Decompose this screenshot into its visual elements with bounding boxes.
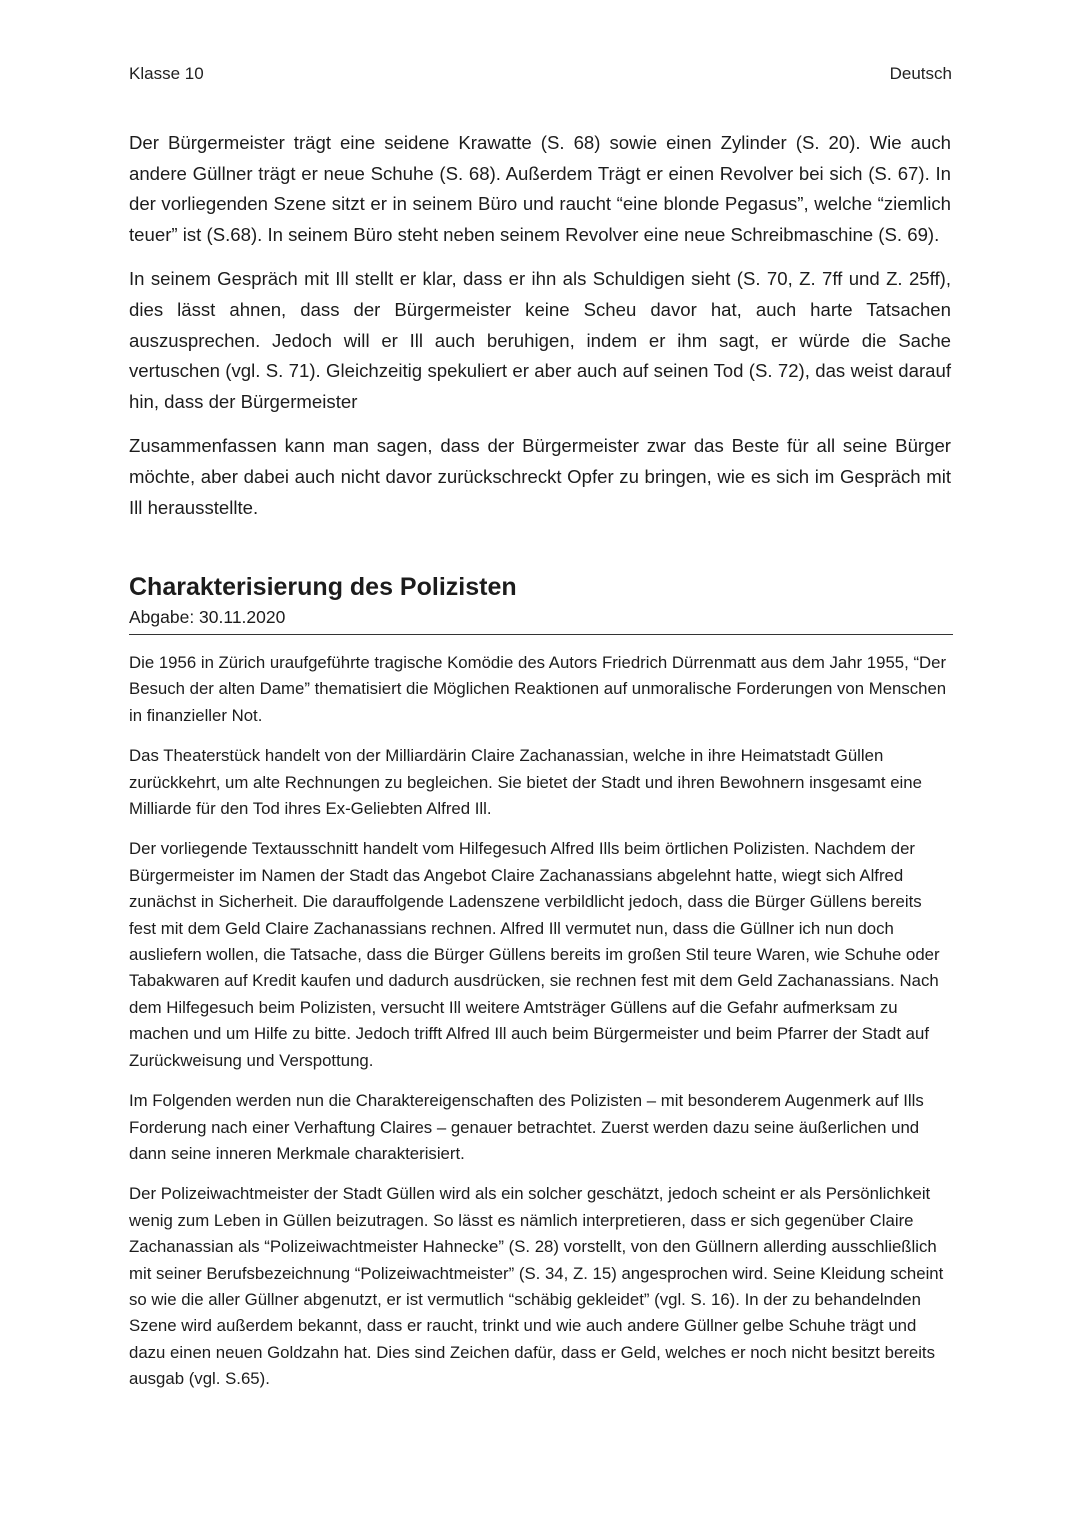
- paragraph: Der vorliegende Textausschnitt handelt vom Hilfegesuch Alfred Ills beim örtlichen Polizisten. Nachdem der Bürgermeister im Namen der Stadt das Angebot Claire Zachanassians abgelehnt hatte, wiegt sich Alfred zunächst in Sicherheit. Die darauffolgende Ladenszene verbildlicht jedoch, dass die Bürger Güllens bereits fest mit dem Geld Claire Zachanassians rechnen. Alfred Ill vermutet nun, dass die Güllner ich nun doch ausliefern wollen, die Tatsache, dass die Bürger Güllens bereits im großen Stil teure Waren, wie Schuhe oder Tabakwaren auf Kredit kaufen und dadurch ausdrücken, sie rechnen fest mit dem Geld Zachanassians. Nach dem Hilfegesuch beim Polizisten, versucht Ill weitere Amtsträger Güllens auf die Gefahr aufmerksam zu machen und um Hilfe zu bitte. Jedoch trifft Alfred Ill auch beim Bürgermeister und beim Pfarrer der Stadt auf Zurückweisung und Verspottung.: [129, 839, 940, 1070]
- paragraph: In seinem Gespräch mit Ill stellt er klar, dass er ihn als Schuldigen sieht (S. 70, Z. 7ff und Z. 25ff), dies lässt ahnen, dass der Bürgermeister keine Scheu davor hat, auch harte Tatsachen auszusprechen. Jedoch will er Ill auch beruhigen, indem er ihm sagt, er würde die Sache vertuschen (vgl. S. 71). Gleichzeitig spekuliert er aber auch auf seinen Tod (S. 72), das weist darauf hin, dass der Bürgermeister: [129, 268, 951, 412]
- paragraph: Der Bürgermeister trägt eine seidene Krawatte (S. 68) sowie einen Zylinder (S. 20). Wie auch andere Güllner trägt er neue Schuhe (S. 68). Außerdem Trägt er einen Revolver bei sich (S. 67). In der vorliegenden Szene sitzt er in seinem Büro und raucht “eine blonde Pegasus”, welche “ziemlich teuer” ist (S.68). In seinem Büro steht neben seinem Revolver eine neue Schreibmaschine (S. 69).: [129, 132, 951, 245]
- header-subject: Deutsch: [889, 64, 952, 83]
- header-class: Klasse 10: [129, 64, 204, 83]
- section-police: [129, 570, 951, 1407]
- paragraph: Das Theaterstück handelt von der Milliardärin Claire Zachanassian, welche in ihre Heimatstadt Güllen zurückkehrt, um alte Rechnungen zu begleichen. Sie bietet der Stadt und ihren Bewohnern insgesamt eine Milliarde für den Tod ihres Ex-Geliebten Alfred Ill.: [129, 746, 922, 819]
- section-title: Charakterisierung des Polizisten: [129, 573, 517, 601]
- paragraph: Im Folgenden werden nun die Charaktereigenschaften des Polizisten – mit besonderem Augenmerk auf Ills Forderung nach einer Verhaftung Claires – genauer betrachtet. Zuerst werden dazu seine äußerlichen und dann seine inneren Merkmale charakterisiert.: [129, 1091, 924, 1163]
- due-date: Abgabe: 30.11.2020: [129, 607, 286, 627]
- paragraph: Zusammenfassen kann man sagen, dass der Bürgermeister zwar das Beste für all seine Bürger möchte, aber dabei auch nicht davor zurückschreckt Opfer zu bringen, wie es sich im Gespräch mit Ill herausstellte.: [129, 435, 951, 518]
- section-mayor: [129, 128, 951, 537]
- paragraph: Der Polizeiwachtmeister der Stadt Güllen wird als ein solcher geschätzt, jedoch scheint er als Persönlichkeit wenig zum Leben in Güllen beizutragen. So lässt es nämlich interpretieren, dass er sich gegenüber Claire Zachanassian als “Polizeiwachtmeister Hahnecke” (S. 28) vorstellt, von den Güllnern allerding ausschließlich mit seiner Berufsbezeichnung “Polizeiwachtmeister” (S. 34, Z. 15) angesprochen wird. Seine Kleidung scheint so wie die aller Güllner abgenutzt, er ist vermutlich “schäbig gekleidet” (vgl. S. 16). In der zu behandelnden Szene wird außerdem bekannt, dass er raucht, trinkt und wie auch andere Güllner gelbe Schuhe trägt und dazu einen neuen Goldzahn hat. Dies sind Zeichen dafür, dass er Geld, welches er noch nicht besitzt bereits ausgab (vgl. S.65).: [129, 1184, 944, 1389]
- paragraph: Die 1956 in Zürich uraufgeführte tragische Komödie des Autors Friedrich Dürrenmatt aus dem Jahr 1955, “Der Besuch der alten Dame” thematisiert die Möglichen Reaktionen auf unmoralische Forderungen von Menschen in finanzieller Not.: [129, 653, 947, 725]
